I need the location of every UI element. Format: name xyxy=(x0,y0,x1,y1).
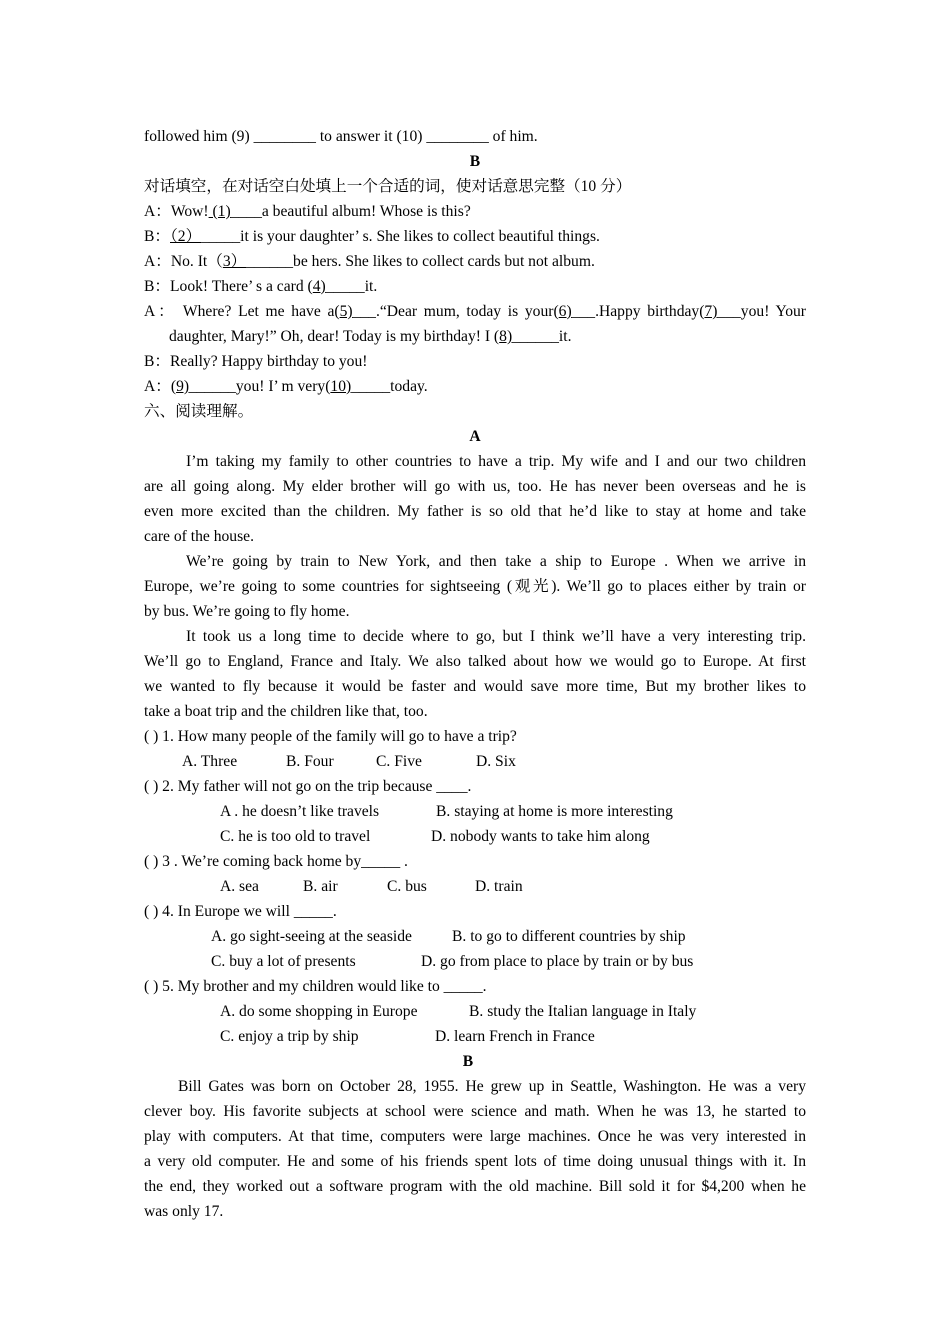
option-b: B. study the Italian language in Italy xyxy=(469,1003,697,1020)
dialogue-line: B：Really? Happy birthday to you! xyxy=(144,353,368,370)
option-d: D. learn French in France xyxy=(435,1028,595,1045)
reading-a-paragraph-1: I’m taking my family to other countries to have a trip. My wife and I and our two children are all going along. My elder brother will go with us, too. He has never been overseas and he is even more excited than the children. My father is so old that he’d like to stay at home and take care of the house. xyxy=(144,453,806,545)
question-5-options xyxy=(144,1024,806,1049)
reading-a-paragraph-3: It took us a long time to decide where to go, but I think we’ll have a very interesting trip. We’ll go to England, France and Italy. We also talked about how we would go to Europe. At first we wanted to fly because it would be faster and would save more time, But my brother likes to take a boat trip and the children like that, too. xyxy=(144,628,806,720)
option-c: C. enjoy a trip by ship xyxy=(220,1028,359,1045)
option-c: C. buy a lot of presents xyxy=(211,953,356,970)
option-a: A. do some shopping in Europe xyxy=(220,1003,418,1020)
dialogue-line: daughter, Mary!” Oh, dear! Today is my birthday! I (8)______it. xyxy=(169,328,572,345)
question-4-options xyxy=(144,949,806,974)
question-5-options xyxy=(144,999,806,1024)
section-6-heading: 六、阅读理解。 xyxy=(144,403,254,420)
dialogue-line: B：（2）_____it is your daughter’ s. She likes to collect beautiful things. xyxy=(144,228,600,245)
option-d: D. Six xyxy=(476,753,516,770)
question-2: ( ) 2. My father will not go on the trip because ____. xyxy=(144,778,472,795)
reading-b-paragraph: Bill Gates was born on October 28, 1955. He grew up in Seattle, Washington. He was a very clever boy. His favorite subjects at school were science and math. When he was 13, he started to play with computers. At that time, computers were large machines. Once he was very interested in a very old computer. He and some of his friends spent lots of time doing unusual things with it. In the end, they worked out a software program with the old machine. Bill sold it for $4,200 when he was only 17. xyxy=(144,1078,806,1220)
question-2-options xyxy=(144,824,806,849)
option-b: B. staying at home is more interesting xyxy=(436,803,673,820)
dialogue-line: A： Where? Let me have a(5)___.“Dear mum, today is your(6)___.Happy birthday(7)___you! Your xyxy=(144,303,806,320)
reading-a-title: A xyxy=(469,428,481,445)
option-c: C. Five xyxy=(376,753,422,770)
option-d: D. train xyxy=(475,878,523,895)
option-c: C. he is too old to travel xyxy=(220,828,371,845)
option-a: A. sea xyxy=(220,878,259,895)
dialogue-line: A：(9)______you! I’ m very(10)_____today. xyxy=(144,378,428,395)
question-4: ( ) 4. In Europe we will _____. xyxy=(144,903,337,920)
question-3-options xyxy=(144,874,806,899)
section-b-title: B xyxy=(469,153,481,170)
option-a: A. Three xyxy=(182,753,238,770)
question-1-options xyxy=(144,749,806,774)
section-b-instruction: 对话填空，在对话空白处填上一个合适的词，使对话意思完整（10 分） xyxy=(144,178,632,195)
option-b: B. air xyxy=(303,878,338,895)
option-b: B. Four xyxy=(286,753,334,770)
question-4-options xyxy=(144,924,806,949)
document-page xyxy=(144,124,806,1224)
reading-b-title: B xyxy=(462,1053,474,1070)
option-c: C. bus xyxy=(387,878,427,895)
option-d: D. nobody wants to take him along xyxy=(431,828,650,845)
question-5: ( ) 5. My brother and my children would like to _____. xyxy=(144,978,487,995)
dialogue-line: A：Wow! (1)____a beautiful album! Whose is this? xyxy=(144,203,471,220)
question-1: ( ) 1. How many people of the family will go to have a trip? xyxy=(144,728,517,745)
option-d: D. go from place to place by train or by bus xyxy=(421,953,694,970)
question-3: ( ) 3 . We’re coming back home by_____ . xyxy=(144,853,408,870)
previous-text-line: followed him (9) ________ to answer it (10) ________ of him. xyxy=(144,128,538,145)
option-a: A. go sight-seeing at the seaside xyxy=(211,928,412,945)
option-b: B. to go to different countries by ship xyxy=(452,928,686,945)
dialogue-line: A：No. It（3）______be hers. She likes to collect cards but not album. xyxy=(144,253,595,270)
option-a: A . he doesn’t like travels xyxy=(220,803,380,820)
dialogue-line: B：Look! There’ s a card (4)_____it. xyxy=(144,278,378,295)
reading-a-paragraph-2: We’re going by train to New York, and then take a ship to Europe . When we arrive in Europe, we’re going to some countries for sightseeing (观光). We’ll go to places either by train or by bus. We’re going to fly home. xyxy=(144,553,806,620)
question-2-options xyxy=(144,799,806,824)
